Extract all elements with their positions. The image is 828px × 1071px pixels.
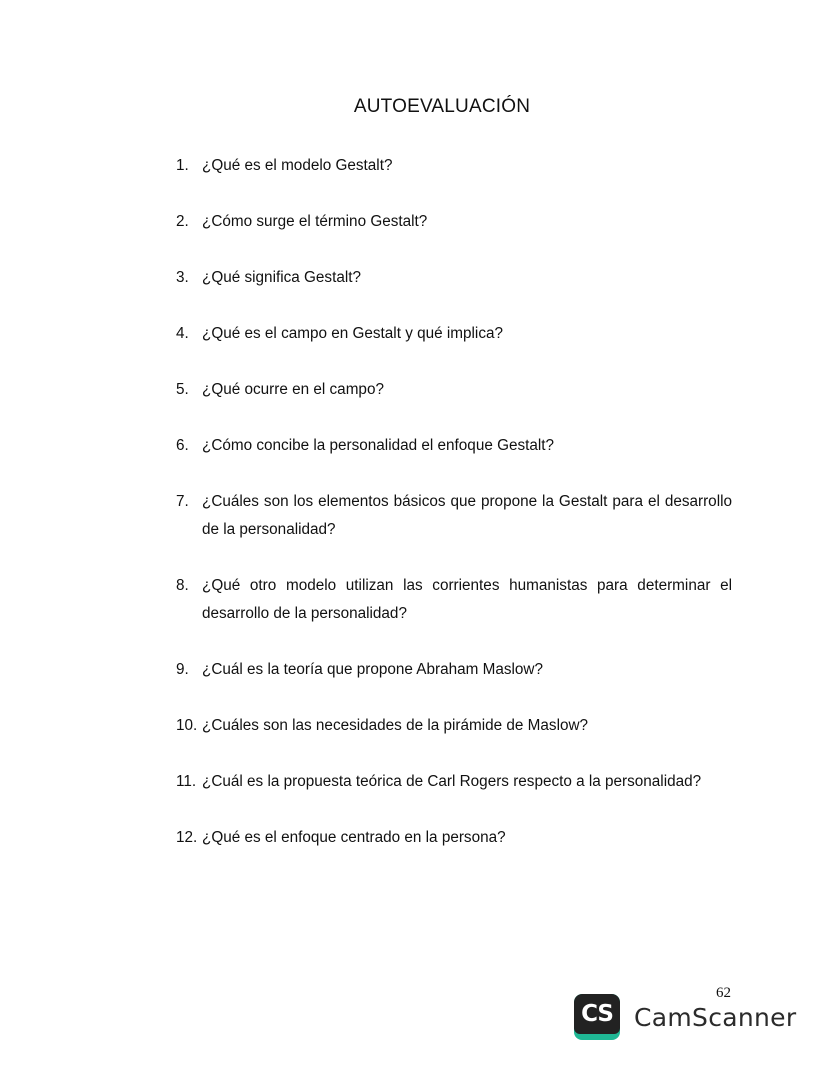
camscanner-watermark: [574, 994, 796, 1040]
question-number: 9.: [176, 661, 189, 678]
question-text: ¿Cuáles son los elementos básicos que propone la Gestalt para el desarrollo de la personalidad?: [202, 493, 732, 538]
question-item: [176, 320, 732, 348]
question-item: [176, 656, 732, 684]
question-text: ¿Qué es el enfoque centrado en la persona?: [202, 829, 506, 846]
question-number: 2.: [176, 213, 189, 230]
question-number: 6.: [176, 437, 189, 454]
question-number: 3.: [176, 269, 189, 286]
question-text: ¿Qué ocurre en el campo?: [202, 381, 384, 398]
question-number: 7.: [176, 493, 189, 510]
question-item: [176, 488, 732, 544]
question-list: [176, 152, 732, 880]
question-item: [176, 712, 732, 740]
question-item: [176, 824, 732, 852]
question-text: ¿Qué es el modelo Gestalt?: [202, 157, 393, 174]
camscanner-name: CamScanner: [634, 1002, 797, 1032]
question-text: ¿Qué significa Gestalt?: [202, 269, 361, 286]
page-title: AUTOEVALUACIÓN: [353, 96, 531, 117]
question-text: ¿Qué es el campo en Gestalt y qué implica?: [202, 325, 503, 342]
page-number: 62: [716, 985, 731, 1001]
question-text: ¿Cuál es la propuesta teórica de Carl Rogers respecto a la personalidad?: [202, 773, 702, 790]
question-number: 10.: [176, 717, 198, 734]
camscanner-logo-icon: [574, 994, 620, 1040]
question-item: [176, 572, 732, 628]
question-text: ¿Cómo concibe la personalidad el enfoque Gestalt?: [202, 437, 555, 454]
question-text: ¿Cuál es la teoría que propone Abraham Maslow?: [202, 661, 543, 678]
question-number: 4.: [176, 325, 189, 342]
question-item: [176, 432, 732, 460]
camscanner-badge-text: CS: [574, 994, 620, 1034]
question-number: 5.: [176, 381, 189, 398]
question-number: 1.: [176, 157, 189, 174]
question-item: [176, 264, 732, 292]
question-item: [176, 376, 732, 404]
question-item: [176, 152, 732, 180]
question-item: [176, 208, 732, 236]
question-text: ¿Cómo surge el término Gestalt?: [202, 213, 428, 230]
question-item: [176, 768, 732, 796]
question-text: ¿Qué otro modelo utilizan las corrientes humanistas para determinar el desarrollo de la personalidad?: [202, 577, 732, 622]
question-text: ¿Cuáles son las necesidades de la pirámide de Maslow?: [202, 717, 589, 734]
question-number: 12.: [176, 829, 198, 846]
question-number: 8.: [176, 577, 189, 594]
question-number: 11.: [176, 773, 197, 790]
